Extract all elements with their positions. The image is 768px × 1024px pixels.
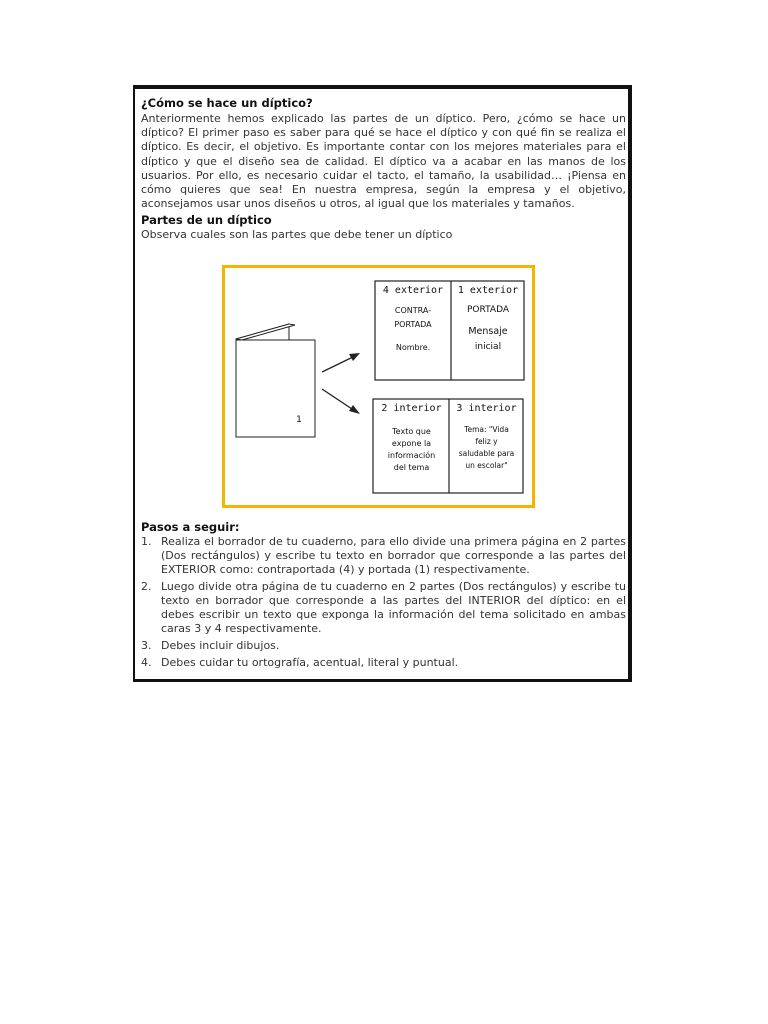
panel-3-line1: Tema: "Vida xyxy=(464,425,509,434)
step-text: Debes incluir dibujos. xyxy=(161,639,280,652)
panel-4-line3: Nombre. xyxy=(395,343,431,352)
panel-1-head: 1 exterior xyxy=(457,285,519,296)
list-item xyxy=(141,656,626,670)
panel-3-interior xyxy=(450,403,523,471)
content xyxy=(141,96,626,242)
intro-paragraph: Anteriormente hemos explicado las partes de un díptico. Pero, ¿cómo se hace un díptico? El primer paso es saber para qué se hace el díptico y con qué fin se realiza el díptico. Es decir, el objetivo. Es importante contar con los mejores materiales para el díptico y que el diseño sea de calidad. El díptico va a acabar en las manos de los usuarios. Por ello, es necesario cuidar el tacto, el tamaño, la usabilidad… ¡Piensa en cómo quieres que sea! En nuestra empresa, según la empresa y el objetivo, aconsejamos usar unos diseños u otros, al igual que los materiales y tamaños. xyxy=(141,112,626,211)
page-title: ¿Cómo se hace un díptico? xyxy=(141,96,313,110)
panel-4-exterior xyxy=(376,285,450,353)
step-text: Realiza el borrador de tu cuaderno, para ello divide una primera página en 2 partes (Dos rectángulos) y escribe tu texto en borrador que corresponde a las partes del EXTERIOR como: contraportada (4) y portada (1) respectivamente. xyxy=(161,535,626,576)
panel-4-line1: CONTRA- xyxy=(394,306,432,315)
page-number: 1 xyxy=(296,415,302,425)
parts-heading: Partes de un díptico xyxy=(141,213,272,228)
panel-3-head: 3 interior xyxy=(456,403,517,414)
step-number: 4. xyxy=(141,656,152,669)
steps-list xyxy=(141,535,626,673)
step-number: 1. xyxy=(141,535,152,548)
panel-2-line2: expone la xyxy=(391,439,432,448)
document-frame xyxy=(133,85,632,682)
panel-3-line2: feliz y xyxy=(475,437,498,446)
diptico-figure xyxy=(222,265,535,508)
panel-1-exterior xyxy=(452,285,524,353)
steps-heading: Pasos a seguir: xyxy=(141,520,240,534)
arrow-interior-line xyxy=(322,389,355,411)
arrow-exterior-head xyxy=(349,353,360,361)
parts-subtitle: Observa cuales son las partes que debe tener un díptico xyxy=(141,228,453,242)
step-text: Debes cuidar tu ortografía, acentual, literal y puntual. xyxy=(161,656,459,669)
panel-3-line3: saludable para xyxy=(458,449,515,458)
step-text: Luego divide otra página de tu cuaderno en 2 partes (Dos rectángulos) y escribe tu texto en borrador que corresponde a las partes del INTERIOR del díptico: en el debes escribir un texto que exponga la información del tema solicitado en ambas caras 3 y 4 respectivamente. xyxy=(161,580,626,635)
panel-2-line4: del tema xyxy=(393,463,430,472)
panel-3-line4: un escolar" xyxy=(465,461,508,470)
panel-1-line1: PORTADA xyxy=(467,305,509,315)
panel-4-head: 4 exterior xyxy=(382,285,444,296)
list-item xyxy=(141,580,626,636)
arrow-interior-head xyxy=(349,405,360,414)
list-item xyxy=(141,535,626,577)
panel-2-line3: información xyxy=(387,451,436,460)
panel-1-line2: Mensaje xyxy=(468,326,508,337)
arrow-exterior-line xyxy=(322,356,355,372)
panel-2-head: 2 interior xyxy=(381,403,442,414)
step-number: 2. xyxy=(141,580,152,593)
list-item xyxy=(141,639,626,653)
panel-2-interior xyxy=(374,403,449,473)
panel-4-line2: PORTADA xyxy=(394,320,432,329)
panel-2-line1: Texto que xyxy=(392,427,431,436)
step-number: 3. xyxy=(141,639,152,652)
panel-1-line3: inicial xyxy=(474,342,502,352)
